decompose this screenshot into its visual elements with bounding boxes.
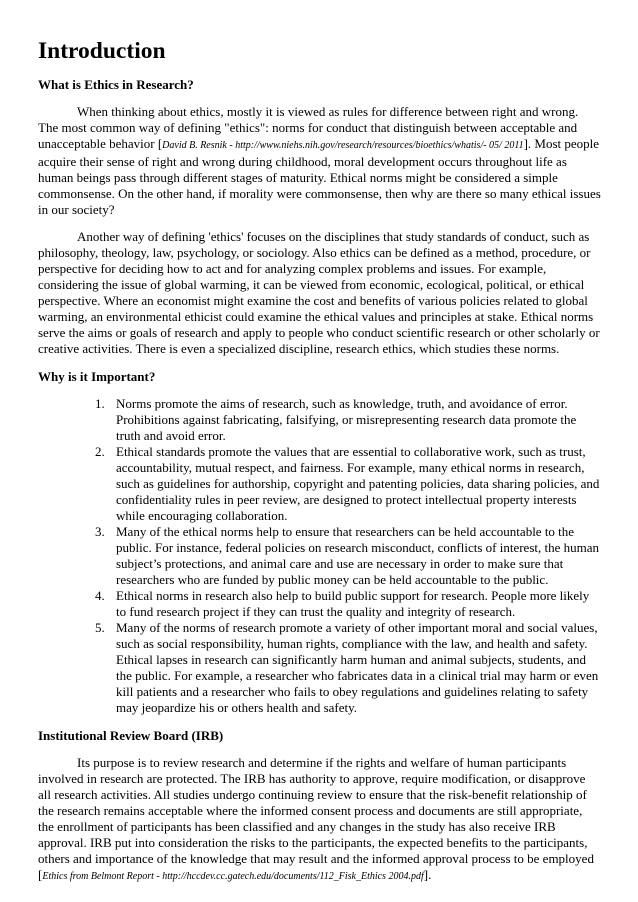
list-item-text: Norms promote the aims of research, such as knowledge, truth, and avoidance of error. Prohibitions against fabricating, falsifying, or misrepresenting research data promote the truth and avoid error. xyxy=(116,396,577,443)
section-heading-irb: Institutional Review Board (IRB) xyxy=(38,728,224,743)
page-title: Introduction xyxy=(38,38,166,64)
paragraph-disciplines: Another way of defining 'ethics' focuses on the disciplines that study standards of conduct, such as philosophy, theology, law, psychology, or sociology. Also ethics can be defined as a method, procedure, or perspective for deciding how to act and for analyzing complex problems and issues. For example, considering the issue of global warming, it can be viewed from economic, ecological, political, or ethical perspective. Where an economist might examine the cost and benefits of various policies related to global warming, an environmental ethicist could examine the ethical values and principles at stake. Ethical norms serve the aims or goals of research and apply to people who conduct scientific research or other scholarly or creative activities. There is even a specialized discipline, research ethics, which studies these norms. xyxy=(38,229,600,356)
list-item-text: Many of the ethical norms help to ensure that researchers can be held accountable to the public. For instance, federal policies on research misconduct, conflicts of interest, the human subject’s protections, and animal care and use are necessary in order to make sure that researchers who are funded by public money can be held accountable to the public. xyxy=(116,524,600,587)
section-heading-why-important: Why is it Important? xyxy=(38,369,156,384)
list-item-text: Ethical norms in research also help to build public support for research. People more likely to fund research project if they can trust the quality and integrity of research. xyxy=(116,588,590,619)
paragraph-irb-tail: ]. xyxy=(423,867,432,882)
citation-belmont: Ethics from Belmont Report - http://hccdev.cc.gatech.edu/documents/112_Fisk_Ethics 2004.pdf xyxy=(42,871,424,882)
list-item-number: 1. xyxy=(95,396,105,411)
list-item-number: 4. xyxy=(95,588,105,603)
paragraph-definition-lead: When thinking about ethics, mostly it is viewed as rules for difference between right and wrong. The most common way of defining "ethics": norms for conduct that distinguish between acceptable and unacceptable behavior [ xyxy=(38,104,579,151)
section-heading-what-is-ethics: What is Ethics in Research? xyxy=(38,77,194,92)
paragraph-definition xyxy=(38,104,601,218)
list-item xyxy=(38,524,601,588)
list-item xyxy=(38,588,601,620)
list-item-number: 3. xyxy=(95,524,105,539)
list-item xyxy=(38,396,601,444)
paragraph-definition-tail: ]. Most people acquire their sense of right and wrong during childhood, moral development occurs throughout life as human beings pass through different stages of maturity. Ethical norms might be considered a simple commonsense. On the other hand, if morality were commonsense, then why are there so many ethical issues in our society? xyxy=(38,136,601,217)
citation-resnik: David B. Resnik - http://www.niehs.nih.gov/research/resources/bioethics/whatis/- 05/ 2011 xyxy=(162,140,524,151)
list-item-number: 2. xyxy=(95,444,105,459)
list-item xyxy=(38,620,601,716)
list-item-number: 5. xyxy=(95,620,105,635)
document-page xyxy=(38,34,601,885)
importance-list xyxy=(38,396,601,716)
paragraph-irb xyxy=(38,755,601,885)
paragraph-irb-lead: Its purpose is to review research and determine if the rights and welfare of human participants involved in research are protected. The IRB has authority to approve, require modification, or disapprove all research activities. All studies undergo continuing review to ensure that the risk-benefit relationship of the research remains acceptable where the informed consent process and documents are still appropriate, the enrollment of participants has been classified and any changes in the study has also receive IRB approval. IRB put into consideration the risks to the participants, the expected benefits to the participants, others and importance of the knowledge that may result and the informed approval process to be employed [ xyxy=(38,755,594,882)
list-item-text: Many of the norms of research promote a variety of other important moral and social values, such as social responsibility, human rights, compliance with the law, and health and safety. Ethical lapses in research can significantly harm human and animal subjects, students, and the public. For example, a researcher who fabricates data in a clinical trial may harm or even kill patients and a researcher who fails to obey regulations and guidelines relating to safety may jeopardize his or others health and safety. xyxy=(116,620,599,715)
list-item-text: Ethical standards promote the values that are essential to collaborative work, such as trust, accountability, mutual respect, and fairness. For example, many ethical norms in research, such as guidelines for authorship, copyright and patenting policies, data sharing policies, and confidentiality rules in peer review, are designed to protect intellectual property interests while encouraging collaboration. xyxy=(116,444,600,523)
list-item xyxy=(38,444,601,524)
